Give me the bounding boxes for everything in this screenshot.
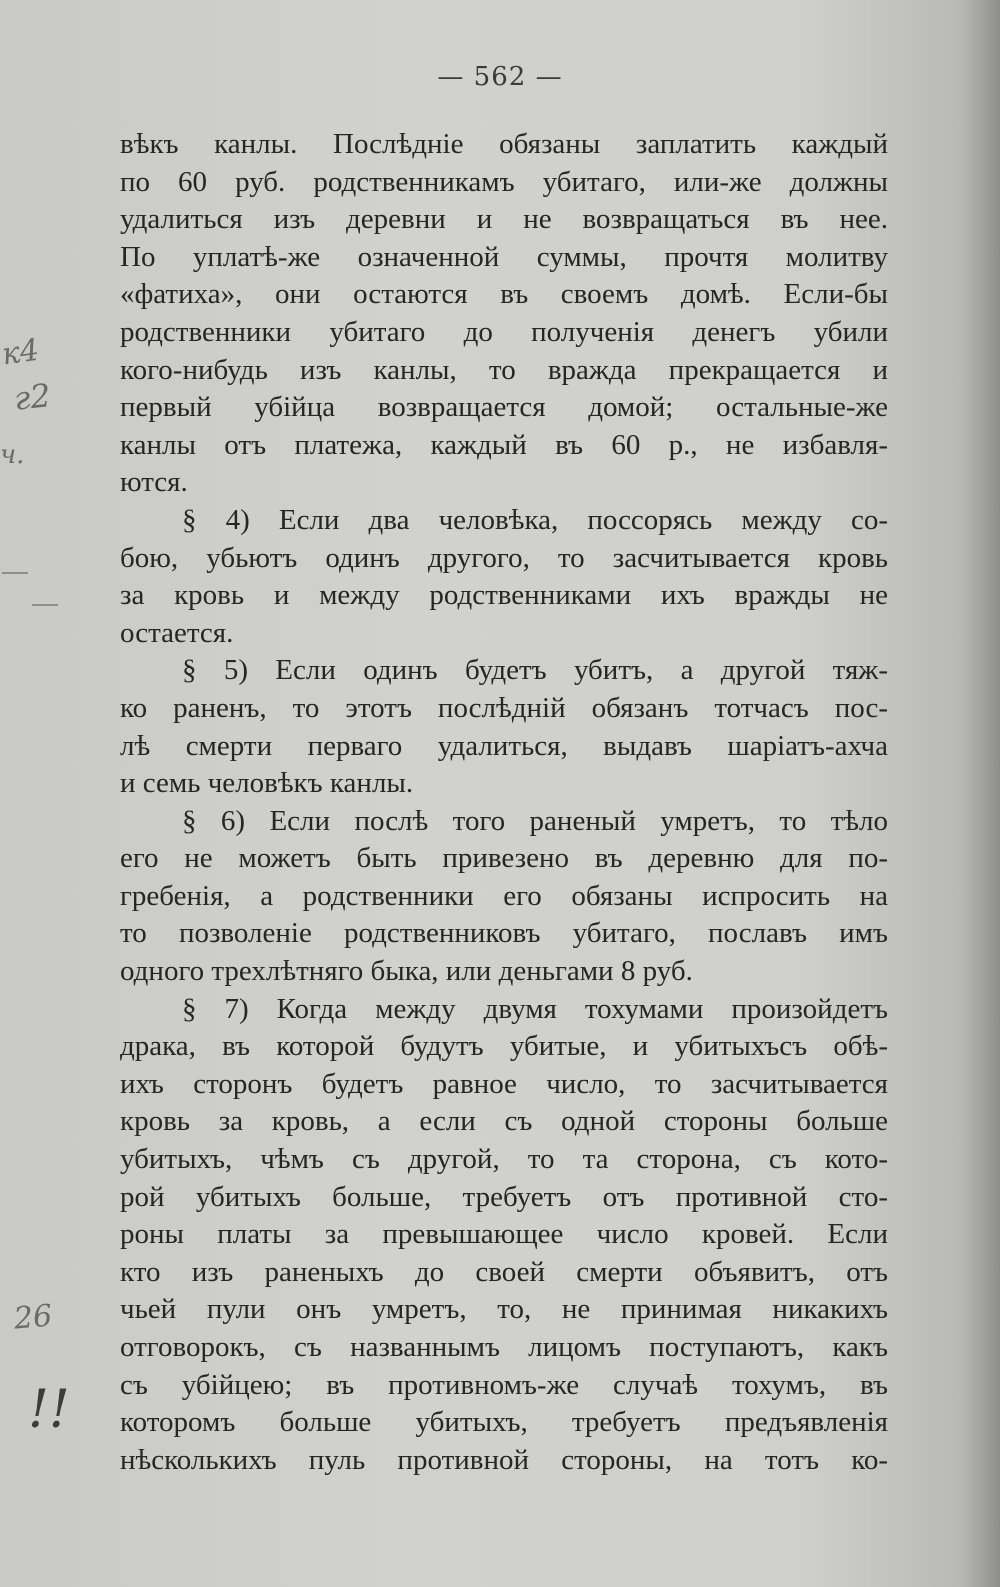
text-line: лѣ смерти перваго удалиться, выдавъ шаріатъ-ахча	[120, 729, 888, 762]
text-line: съ убійцею; въ противномъ-же случаѣ тохумъ, въ	[120, 1368, 888, 1401]
pencil-dash-mark	[32, 604, 58, 606]
text-line: § 6) Если послѣ того раненый умретъ, то тѣло	[182, 804, 888, 837]
text-line: роны платы за превышающее число кровей. Если	[120, 1218, 888, 1251]
text-line: родственники убитаго до полученія денегъ убили	[120, 315, 888, 348]
margin-exclamation-marks: !!	[28, 1380, 70, 1440]
text-line: первый убійца возвращается домой; остальные-же	[120, 391, 888, 424]
text-line: за кровь и между родственниками ихъ вражды не	[120, 579, 888, 612]
text-line: остается.	[120, 616, 234, 649]
text-line: кого-нибудь изъ канлы, то вражда прекращается и	[120, 353, 888, 386]
text-line: § 7) Когда между двумя тохумами произойдетъ	[182, 992, 888, 1025]
text-line: и семь человѣкъ канлы.	[120, 767, 414, 800]
text-line: кровь за кровь, а если съ одной стороны больше	[120, 1105, 888, 1138]
margin-note-handwritten: 26	[12, 1298, 54, 1337]
margin-note-handwritten: к4	[0, 332, 42, 373]
text-line: ются.	[120, 466, 188, 499]
text-line: ко раненъ, то этотъ послѣдній обязанъ тотчасъ пос-	[120, 691, 888, 724]
text-line: чьей пули онъ умретъ, то, не принимая никакихъ	[120, 1293, 888, 1326]
text-line: «фатиха», они остаются въ своемъ домѣ. Если-бы	[120, 278, 888, 311]
pencil-dash-mark	[2, 572, 28, 574]
text-line: § 4) Если два человѣка, поссорясь между со-	[182, 503, 888, 536]
text-line: кто изъ раненыхъ до своей смерти объявитъ, отъ	[120, 1255, 888, 1288]
margin-note-handwritten: ч.	[0, 440, 25, 470]
text-line: удалиться изъ деревни и не возвращаться въ нее.	[120, 203, 888, 236]
text-line: которомъ больше убитыхъ, требуетъ предъявленія	[120, 1406, 888, 1439]
text-line: нѣсколькихъ пуль противной стороны, на тотъ ко-	[120, 1443, 888, 1476]
text-line: по 60 руб. родственникамъ убитаго, или-же должны	[120, 165, 888, 198]
text-line: отговорокъ, съ названнымъ лицомъ поступаютъ, какъ	[120, 1331, 888, 1363]
text-line: По уплатѣ-же означенной суммы, прочтя молитву	[120, 240, 888, 273]
text-line: ихъ сторонъ будетъ равное число, то засчитывается	[120, 1067, 888, 1100]
page-number: — 562 —	[437, 62, 563, 92]
text-line: одного трехлѣтняго быка, или деньгами 8 руб.	[120, 955, 693, 988]
text-line: бою, убьютъ одинъ другого, то засчитывается кровь	[120, 541, 888, 574]
text-line: канлы отъ платежа, каждый въ 60 р., не избавля-	[120, 428, 888, 461]
text-line: то позволеніе родственниковъ убитаго, пославъ имъ	[120, 917, 888, 950]
text-line: драка, въ которой будутъ убитые, и убитыхъсъ обѣ-	[120, 1030, 888, 1063]
text-line: § 5) Если одинъ будетъ убитъ, а другой тяж-	[182, 654, 888, 687]
text-line: вѣкъ канлы. Послѣдніе обязаны заплатить каждый	[120, 128, 888, 160]
text-line: гребенія, а родственники его обязаны испросить на	[120, 879, 888, 912]
body-text	[120, 126, 888, 1479]
text-line: его не можетъ быть привезено въ деревню для по-	[120, 842, 888, 875]
text-line: рой убитыхъ больше, требуетъ отъ противной сто-	[120, 1180, 888, 1213]
margin-note-handwritten: г2	[12, 376, 53, 418]
text-line: убитыхъ, чѣмъ съ другой, то та сторона, съ кото-	[120, 1143, 888, 1176]
